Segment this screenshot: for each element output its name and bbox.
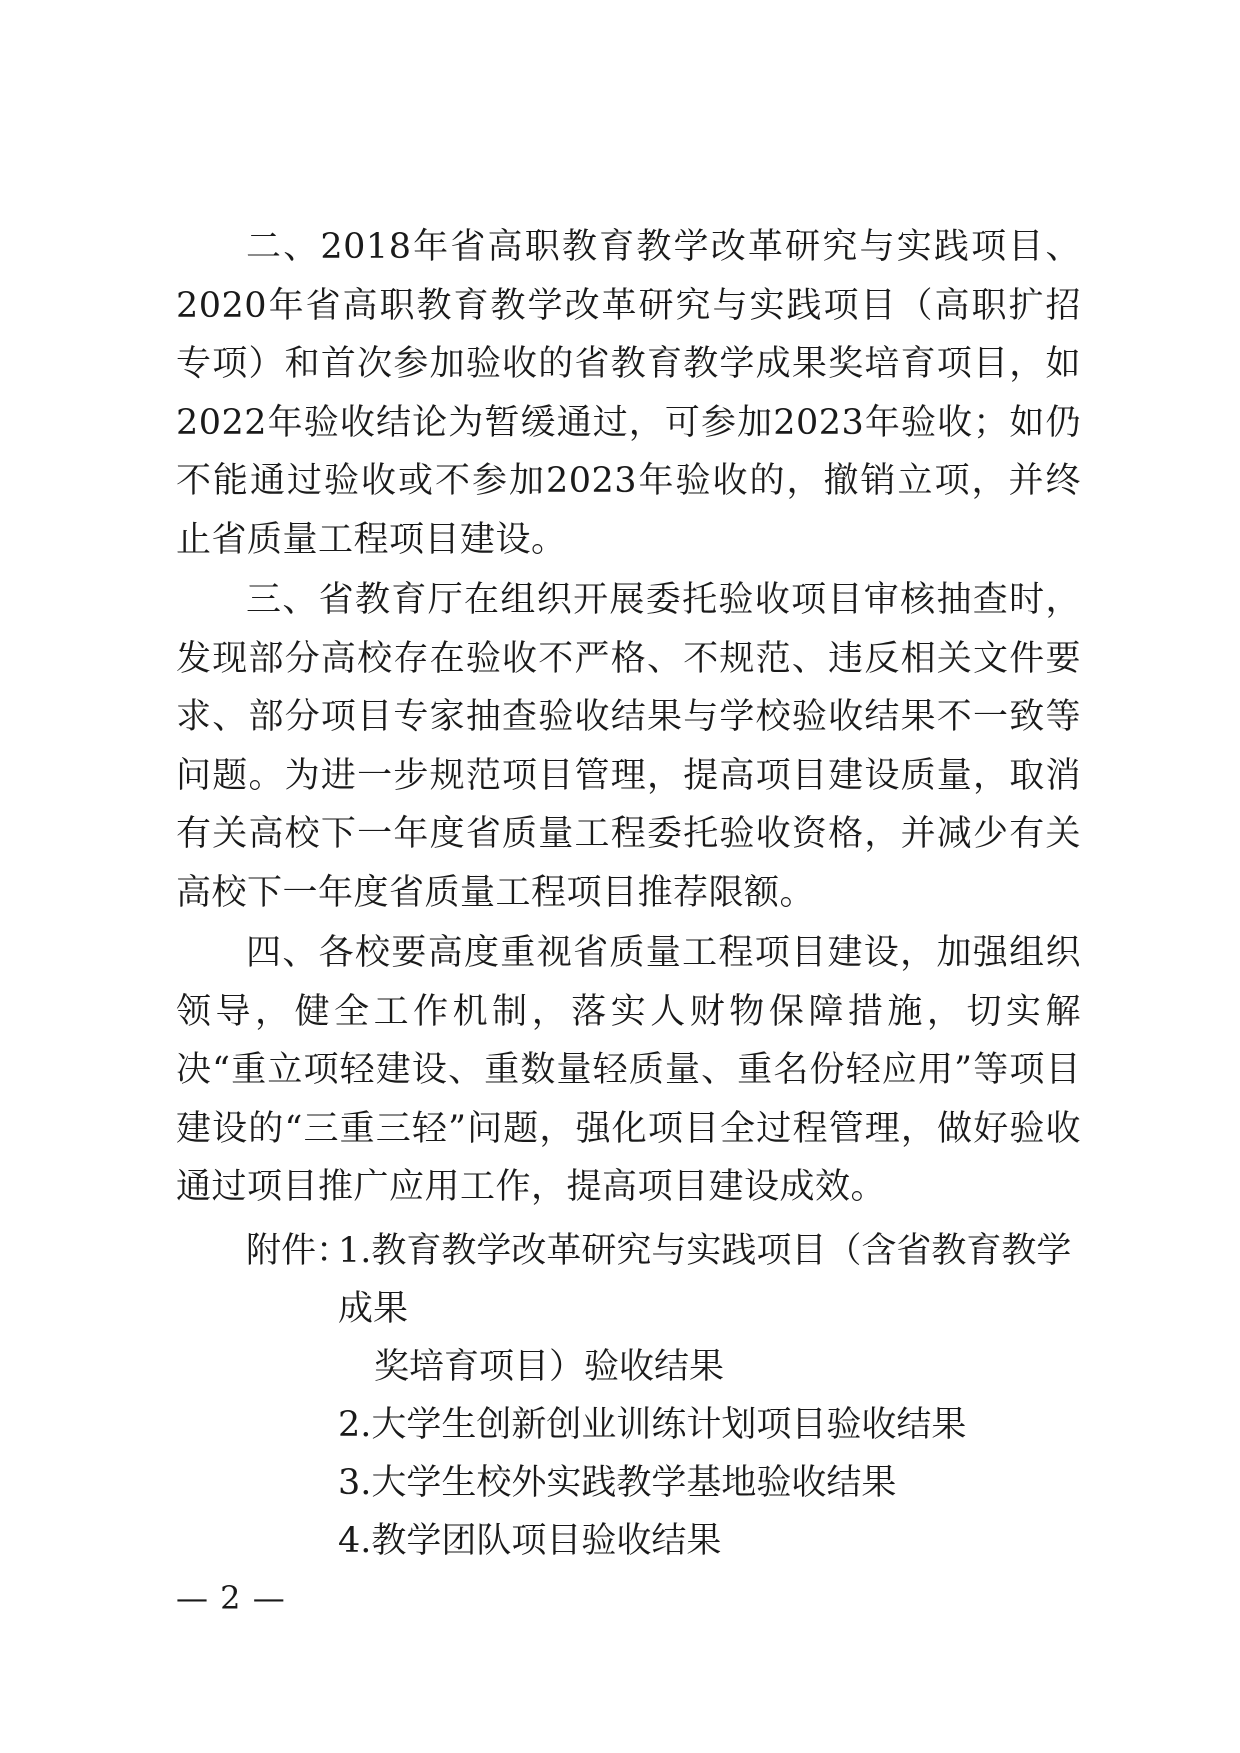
paragraph-2: 二、2018年省高职教育教学改革研究与实践项目、2020年省高职教育教学改革研究与实践项目（高职扩招专项）和首次参加验收的省教育教学成果奖培育项目，如2022年验收结论为暂缓通过，可参加2023年验收；如仍不能通过验收或不参加2023年验收的，撤销立项，并终止省质量工程项目建设。 — [176, 227, 1081, 560]
attachments-list — [338, 1222, 1106, 1570]
attachment-item-4: 4.教学团队项目验收结果 — [338, 1521, 722, 1561]
paragraph-4: 四、各校要高度重视省质量工程项目建设，加强组织领导，健全工作机制，落实人财物保障措施，切实解决“重立项轻建设、重数量轻质量、重名份轻应用”等项目建设的“三重三轻”问题，强化项目全过程管理，做好验收通过项目推广应用工作，提高项目建设成效。 — [176, 933, 1081, 1207]
attachment-item-1-text: 1.教育教学改革研究与实践项目（含省教育教学成果 — [338, 1231, 1072, 1329]
attachment-item-1-continuation: 奖培育项目）验收结果 — [374, 1347, 725, 1387]
attachment-item-1 — [338, 1222, 1106, 1396]
attachments-section — [246, 1222, 1106, 1570]
document-body — [176, 218, 1081, 1219]
paragraph-3: 三、省教育厅在组织开展委托验收项目审核抽查时，发现部分高校存在验收不严格、不规范、违反相关文件要求、部分项目专家抽查验收结果与学校验收结果不一致等问题。为进一步规范项目管理，提高项目建设质量，取消有关高校下一年度省质量工程委托验收资格，并减少有关高校下一年度省质量工程项目推荐限额。 — [176, 580, 1081, 913]
page-number: — 2 — — [176, 1579, 286, 1617]
attachments-label: 附件： — [246, 1231, 352, 1271]
attachment-item-3: 3.大学生校外实践教学基地验收结果 — [338, 1463, 897, 1503]
attachment-item-2: 2.大学生创新创业训练计划项目验收结果 — [338, 1405, 967, 1445]
